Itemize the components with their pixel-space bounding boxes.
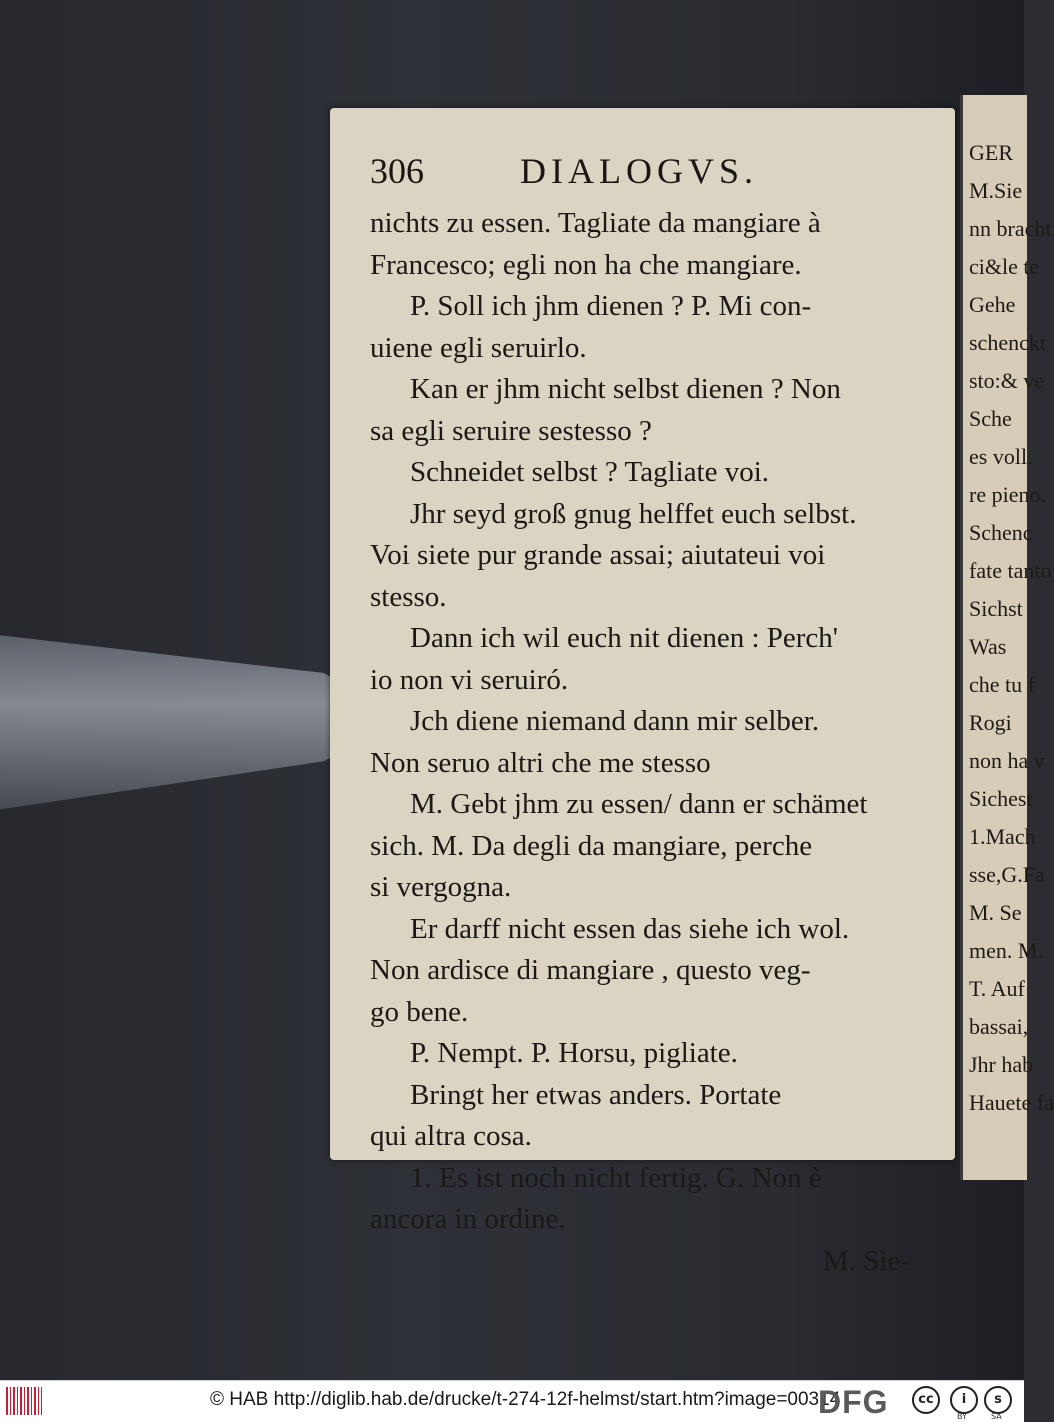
- facing-page-line: Was: [969, 634, 1007, 659]
- text-line: go bene.: [370, 995, 469, 1028]
- text-line: Schneidet selbst ? Tagliate voi.: [410, 456, 770, 488]
- by-label: BY: [957, 1412, 967, 1421]
- text-line: M. Gebt jhm zu essen/ dann er schämet: [410, 788, 868, 820]
- dfg-logo: DFG: [818, 1384, 889, 1420]
- text-line: Non seruo altri che me stesso: [370, 746, 711, 779]
- image-credit[interactable]: © HAB http://diglib.hab.de/drucke/t-274-12f-helmst/start.htm?image=00314: [210, 1389, 841, 1410]
- running-head: DIALOGVS.: [520, 151, 758, 191]
- facing-page-line: ci&le te: [969, 254, 1040, 279]
- text-line: qui altra cosa.: [370, 1120, 532, 1152]
- attribution-icon: i: [950, 1386, 978, 1414]
- facing-page-line: es voll.: [969, 444, 1033, 469]
- facing-page-line: GER: [969, 140, 1013, 165]
- cc-license[interactable]: [912, 1384, 1018, 1421]
- facing-page-line: bassai,: [969, 1014, 1029, 1039]
- facing-page-line: Hauete fa: [969, 1090, 1054, 1115]
- facing-page-line: re pieno.: [969, 482, 1046, 507]
- text-line: 1. Es ist noch nicht fertig. G. Non è: [410, 1161, 822, 1194]
- facing-page-line: Sichest: [969, 786, 1033, 811]
- facing-page-line: schenckt: [969, 330, 1046, 355]
- barcode-logo: [6, 1387, 42, 1415]
- facing-page: [960, 95, 1054, 1180]
- text-line: nichts zu essen. Tagliate da mangiare à: [370, 207, 821, 239]
- facing-page-line: 1.Mach: [969, 824, 1036, 849]
- text-line: uiene egli seruirlo.: [370, 331, 587, 364]
- page-clip: [0, 610, 360, 820]
- text-line: Bringt her etwas anders. Portate: [410, 1078, 782, 1111]
- facing-page-line: Sichst: [969, 596, 1023, 621]
- facing-page-line: sse,G.Fa: [969, 862, 1045, 887]
- text-line: Non ardisce di mangiare , questo veg-: [370, 954, 811, 986]
- catchword: M. Sie-: [823, 1244, 910, 1277]
- page-header: [370, 150, 930, 200]
- sa-label: SA: [991, 1412, 1002, 1421]
- text-line: si vergogna.: [370, 871, 512, 903]
- facing-page-line: non ha v: [969, 748, 1045, 773]
- text-line: Kan er jhm nicht selbst dienen ? Non: [410, 373, 841, 405]
- share-alike-icon: s: [984, 1386, 1012, 1414]
- cc-icon: cc: [912, 1386, 940, 1414]
- facing-page-line: che tu f: [969, 672, 1035, 697]
- facing-page-line: Gehe: [969, 292, 1016, 317]
- facing-page-line: M. Se: [969, 900, 1022, 925]
- text-line: P. Nempt. P. Horsu, pigliate.: [410, 1037, 738, 1069]
- text-line: io non vi seruiró.: [370, 663, 569, 696]
- text-line: stesso.: [370, 580, 447, 613]
- facing-page-line: Rogi: [969, 710, 1012, 735]
- facing-page-line: sto:& ve: [969, 368, 1045, 393]
- text-line: Dann ich wil euch nit dienen : Perch': [410, 622, 839, 654]
- text-line: Er darff nicht essen das siehe ich wol.: [410, 912, 850, 945]
- text-line: Jhr seyd groß gnug helffet euch selbst.: [410, 497, 857, 530]
- facing-page-line: fate tanto: [969, 558, 1052, 583]
- text-line: sa egli seruire sestesso ?: [370, 414, 652, 447]
- facing-page-line: men. M.: [969, 938, 1043, 963]
- text-line: Francesco; egli non ha che mangiare.: [370, 248, 802, 281]
- footer-bar: [0, 1380, 1024, 1422]
- text-line: P. Soll ich jhm dienen ? P. Mi con-: [410, 290, 812, 322]
- text-line: Jch diene niemand dann mir selber.: [410, 705, 820, 737]
- text-line: sich. M. Da degli da mangiare, perche: [370, 829, 813, 862]
- text-line: ancora in ordine.: [370, 1203, 566, 1235]
- facing-page-line: nn bracht: [969, 216, 1052, 241]
- facing-page-line: T. Auf: [969, 976, 1025, 1001]
- facing-page-line: Sche: [969, 406, 1012, 431]
- facing-page-line: Jhr hab: [969, 1052, 1034, 1077]
- page-number: 306: [370, 151, 424, 191]
- facing-page-line: M.Sie: [969, 178, 1023, 203]
- page-body: [370, 203, 920, 1282]
- facing-page-line: Schenc: [969, 520, 1033, 545]
- text-line: Voi siete pur grande assai; aiutateui voi: [370, 539, 826, 571]
